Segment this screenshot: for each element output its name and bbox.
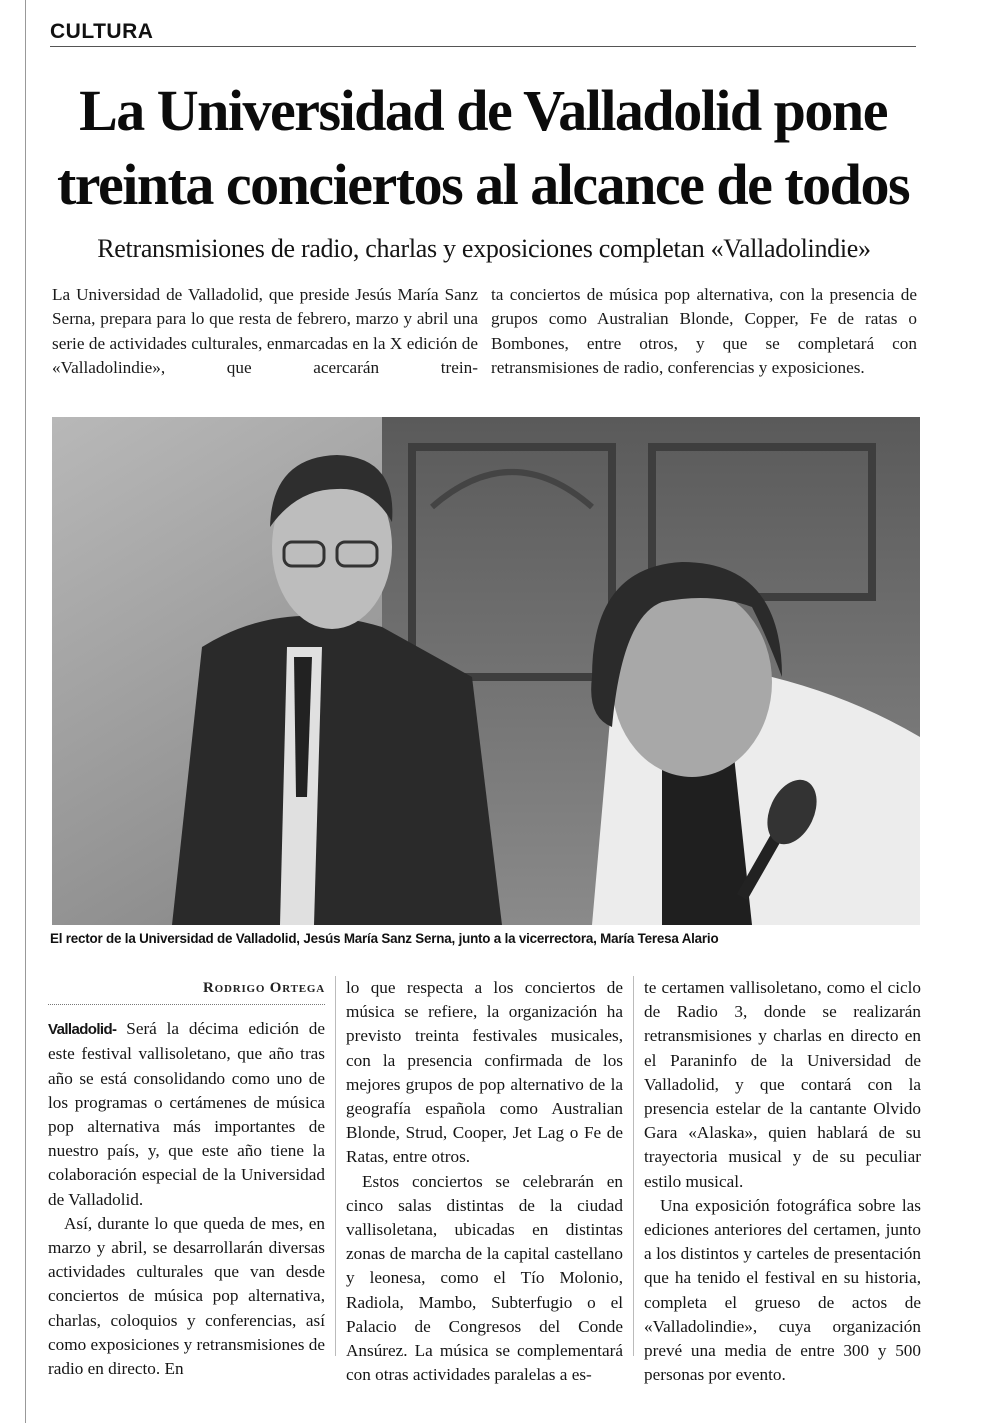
column-divider-2 [633, 976, 634, 1356]
lead-paragraph-right [491, 283, 917, 380]
photo-caption: El rector de la Universidad de Valladolid, Jesús María Sanz Serna, junto a la vicerrectora, María Teresa Alario [50, 931, 719, 946]
column-2-paragraph-2: Estos conciertos se celebrarán en cinco salas distintas de la ciudad vallisoletana, ubicadas en distintas zonas de marcha de la capital castellano y leonesa, como el Tío Molonio, Radiola, Mambo, Subterfugio o el Palacio de Congresos del Conde Ansúrez. La música se complementará con otras actividades paralelas a es- [346, 1171, 623, 1385]
column-2-paragraph-1: lo que respecta a los conciertos de música se refiere, la organización ha previsto treinta festivales musicales, con la presencia confirmada de los mejores grupos de pop alternativo de la geografía española como Australian Blonde, Strud, Cooper, Jet Lag o Fe de Ratas, entre otros. [346, 978, 623, 1167]
column-3-paragraph-1: te certamen vallisoletano, como el ciclo de Radio 3, donde se realizarán retransmisiones y charlas en directo en el Paraninfo de la Universidad de Valladolid, y que contará con la presencia estelar de la cantante Olvido Gara «Alaska», quien hablará de su trayectoria musical y de su peculiar estilo musical. [644, 978, 921, 1191]
headline: La Universidad de Valladolid pone treinta conciertos al alcance de todos [56, 78, 910, 217]
article-column-3 [644, 976, 921, 1387]
dateline-place: Valladolid- [48, 1021, 117, 1039]
column-1-paragraph-1-text: Será la décima edición de este festival vallisoletano, que año tras año se está consolidando como uno de los programas o certámenes de música pop alternativa más importantes de nuestro país, y, que este año tiene la colaboración especial de la Universidad de Valladolid. [48, 1019, 325, 1209]
article-column-2 [346, 976, 623, 1387]
subheadline: Retransmisiones de radio, charlas y exposiciones completan «Valladolindie» [97, 234, 871, 263]
section-rule [50, 46, 916, 47]
section-label: CULTURA [50, 20, 154, 43]
photo-illustration [52, 417, 920, 925]
news-photo [52, 417, 920, 925]
column-1-paragraph-1 [48, 1017, 325, 1212]
lead-paragraph-right-text: ta conciertos de música pop alternativa, con la presencia de grupos como Australian Blonde, Copper, Fe de ratas o Bombones, entre otros, y que se completará con retransmisiones de radio, conferencias y exposiciones. [491, 285, 917, 377]
column-3-paragraph-2: Una exposición fotográfica sobre las ediciones anteriores del certamen, junto a los distintos y carteles de presentación que ha tenido el festival en su historia, completa el grueso de actos de «Valladolindie», cuya organización prevé una media de entre 300 y 500 personas por evento. [644, 1195, 921, 1385]
byline: Rodrigo Ortega [48, 976, 325, 1005]
column-divider-1 [335, 976, 336, 1356]
page-margin-rule [25, 0, 26, 1423]
lead-paragraph-left: La Universidad de Valladolid, que preside Jesús María Sanz Serna, prepara para lo que resta de febrero, marzo y abril una serie de actividades culturales, enmarcadas en la X edición de «Valladolindie», que acercarán trein- [52, 285, 478, 377]
column-1-paragraph-2: Así, durante lo que queda de mes, en marzo y abril, se desarrollarán diversas actividades culturales que van desde conciertos de música pop alternativa, charlas, coloquios y conferencias, así como exposiciones y retransmisiones de radio en directo. En [48, 1213, 325, 1379]
article-column-1 [48, 976, 325, 1381]
